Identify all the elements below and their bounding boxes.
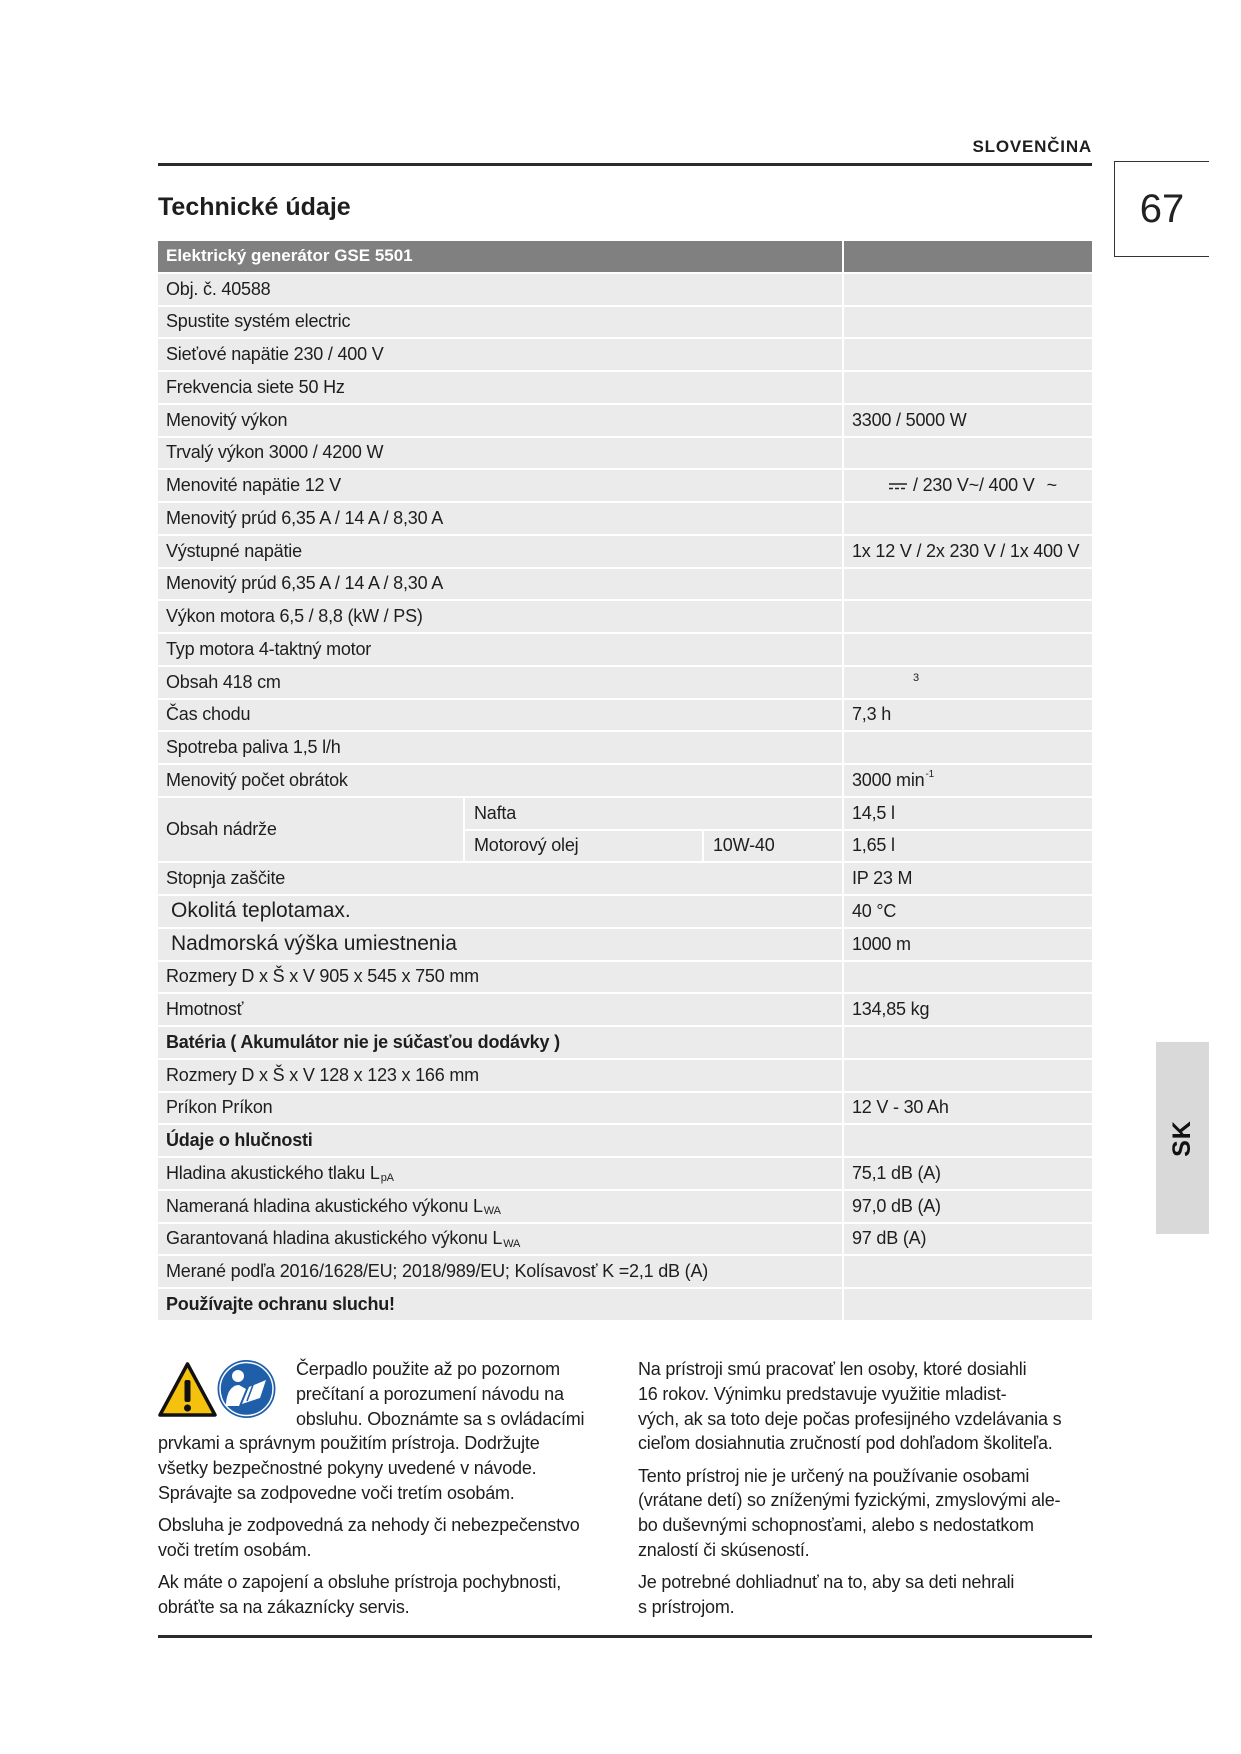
table-value (844, 962, 1092, 993)
side-tab-label: SK (1167, 1119, 1196, 1157)
table-row (158, 667, 1092, 698)
safety-icons-graphic (158, 1359, 276, 1421)
table-value (844, 1289, 1092, 1320)
table-row (158, 1158, 1092, 1189)
table-label: Typ motora 4-taktný motor (158, 634, 842, 665)
noise-label: Hladina akustického tlaku L (166, 1162, 380, 1183)
tank-oil-label: Motorový olej (465, 831, 702, 862)
table-value (844, 601, 1092, 632)
noise-subscript: WA (503, 1237, 521, 1250)
table-row (158, 634, 1092, 665)
note-line: voči tretím osobám. (158, 1540, 312, 1561)
noise-label: Nameraná hladina akustického výkonu L (166, 1195, 483, 1216)
table-label: Príkon Príkon (158, 1093, 842, 1124)
note-line: Je potrebné dohliadnuť na to, aby sa deti nehrali (638, 1572, 1015, 1593)
bottom-rule (158, 1635, 1092, 1638)
table-row (158, 307, 1092, 338)
table-label: Sieťové napätie 230 / 400 V (158, 339, 842, 370)
table-value: 134,85 kg (844, 994, 1092, 1025)
note-paragraph (638, 1357, 1092, 1456)
table-value: 97,0 dB (A) (844, 1191, 1092, 1222)
voltage-value: / 230 V~/ 400 V (913, 475, 1035, 496)
table-value: 12 V - 30 Ah (844, 1093, 1092, 1124)
table-label: Okolitá teplotamax. (158, 896, 842, 927)
tank-capacity-group (158, 798, 1092, 862)
tank-contents (465, 798, 842, 862)
table-row (158, 896, 1092, 927)
page-title: Technické údaje (158, 193, 351, 221)
cubic-superscript: 3 (913, 672, 919, 685)
table-value (844, 1060, 1092, 1091)
note-line: obráťte sa na zákaznícky servis. (158, 1597, 410, 1618)
spec-table (158, 241, 1092, 1322)
note-line: 16 rokov. Výnimku predstavuje využitie mladist- (638, 1383, 1007, 1404)
page-number: 67 (1139, 187, 1185, 231)
note-line: s prístrojom. (638, 1597, 735, 1618)
table-row (158, 339, 1092, 370)
tank-oil-value: 1,65 l (844, 831, 1092, 862)
table-section-row (158, 1027, 1092, 1058)
note-line: cieľom dosiahnutia zručností pod dohľadom školiteľa. (638, 1433, 1053, 1454)
warning-icon (160, 1364, 215, 1415)
table-row (158, 962, 1092, 993)
table-value (844, 634, 1092, 665)
table-label: Rozmery D x Š x V 905 x 545 x 750 mm (158, 962, 842, 993)
table-label (158, 1224, 842, 1255)
note-paragraph (638, 1464, 1092, 1563)
table-label: Menovité napätie 12 V (158, 470, 842, 501)
note-paragraph (158, 1570, 620, 1620)
table-value: 1000 m (844, 929, 1092, 960)
table-header-label: Elektrický generátor GSE 5501 (158, 241, 842, 272)
top-rule (158, 163, 1092, 166)
table-section-heading: Batéria ( Akumulátor nie je súčasťou dodávky ) (158, 1027, 842, 1058)
tank-label: Obsah nádrže (158, 798, 463, 862)
note-line: všetky bezpečnostné pokyny uvedené v návode. (158, 1458, 537, 1479)
table-value (844, 307, 1092, 338)
table-label: Merané podľa 2016/1628/EU; 2018/989/EU; Kolísavosť K =2,1 dB (A) (158, 1256, 842, 1287)
table-header-row (158, 241, 1092, 272)
table-header-value-cell (844, 241, 1092, 272)
table-value (844, 339, 1092, 370)
table-row (158, 470, 1092, 501)
table-label: Menovitý počet obrátok (158, 765, 842, 796)
table-row (158, 405, 1092, 436)
note-line: prečítaní a porozumení návodu na (296, 1383, 564, 1404)
safety-notes-right (638, 1357, 1092, 1620)
table-value: IP 23 M (844, 863, 1092, 894)
table-row (158, 601, 1092, 632)
table-label: Frekvencia siete 50 Hz (158, 372, 842, 403)
tank-oil-row (465, 831, 842, 862)
table-value (844, 1256, 1092, 1287)
table-row (158, 1289, 1092, 1320)
page-number-box (1114, 161, 1209, 257)
table-value: 7,3 h (844, 700, 1092, 731)
table-label: Stopnja zaščite (158, 863, 842, 894)
table-row (158, 1060, 1092, 1091)
table-value (844, 470, 1092, 501)
table-row (158, 929, 1092, 960)
table-value (844, 667, 1092, 698)
noise-label: Garantovaná hladina akustického výkonu L (166, 1228, 503, 1249)
table-row (158, 700, 1092, 731)
note-line: znalostí či skúseností. (638, 1540, 810, 1561)
table-row (158, 274, 1092, 305)
noise-subscript: WA (483, 1205, 501, 1218)
note-line: Čerpadlo použite až po pozornom (296, 1359, 560, 1379)
section-language-label: SLOVENČINA (972, 137, 1092, 156)
table-row (158, 569, 1092, 600)
table-value (844, 503, 1092, 534)
table-label (158, 1191, 842, 1222)
table-value (844, 1125, 1092, 1156)
note-line: prvkami a správnym použitím prístroja. Dodržujte (158, 1433, 540, 1454)
tank-oil-grade: 10W-40 (704, 831, 842, 862)
table-label: Obsah 418 cm (158, 667, 842, 698)
read-manual-icon (218, 1360, 276, 1418)
note-paragraph (638, 1570, 1092, 1620)
table-value (844, 765, 1092, 796)
table-label: Čas chodu (158, 700, 842, 731)
note-line: vých, ak sa toto deje počas profesijného vzdelávania s (638, 1408, 1062, 1429)
table-label: Výstupné napätie (158, 536, 842, 567)
table-label: Rozmery D x Š x V 128 x 123 x 166 mm (158, 1060, 842, 1091)
table-label: Nadmorská výška umiestnenia (158, 929, 842, 960)
tank-values (844, 798, 1092, 862)
table-row (158, 438, 1092, 469)
note-paragraph (158, 1357, 620, 1506)
note-line: Správajte sa zodpovedne voči tretím osobám. (158, 1482, 515, 1503)
safety-icons (158, 1357, 296, 1431)
table-label: Trvalý výkon 3000 / 4200 W (158, 438, 842, 469)
table-label (158, 1158, 842, 1189)
safety-notes-left (158, 1357, 620, 1620)
table-value: 40 °C (844, 896, 1092, 927)
note-line: obsluhu. Oboznámte sa s ovládacími (296, 1408, 585, 1429)
table-label: Menovitý prúd 6,35 A / 14 A / 8,30 A (158, 569, 842, 600)
table-row (158, 503, 1092, 534)
note-line: Na prístroji smú pracovať len osoby, ktoré dosiahli (638, 1359, 1027, 1379)
table-row (158, 732, 1092, 763)
noise-subscript: pA (380, 1172, 394, 1185)
rpm-superscript: -1 (925, 768, 934, 780)
tank-fuel-label: Nafta (465, 798, 842, 829)
dc-current-icon (889, 481, 907, 491)
note-line: Obsluha je zodpovedná za nehody či nebezpečenstvo (158, 1515, 580, 1536)
table-label: Spustite systém electric (158, 307, 842, 338)
note-line: Ak máte o zapojení a obsluhe prístroja pochybnosti, (158, 1572, 562, 1593)
table-label: Hmotnosť (158, 994, 842, 1025)
table-value: 75,1 dB (A) (844, 1158, 1092, 1189)
ac-symbol: ~ (1046, 475, 1057, 496)
table-row (158, 1256, 1092, 1287)
table-row (158, 536, 1092, 567)
table-row (158, 372, 1092, 403)
table-label: Menovitý výkon (158, 405, 842, 436)
table-row (158, 1224, 1092, 1255)
table-section-row (158, 1125, 1092, 1156)
table-value (844, 569, 1092, 600)
table-row (158, 1191, 1092, 1222)
table-row (158, 994, 1092, 1025)
table-value (844, 732, 1092, 763)
note-line: bo duševnými schopnosťami, alebo s nedostatkom (638, 1515, 1034, 1536)
note-paragraph (158, 1513, 620, 1563)
table-value (844, 274, 1092, 305)
table-value: 97 dB (A) (844, 1224, 1092, 1255)
tank-fuel-value: 14,5 l (844, 798, 1092, 829)
table-value (844, 1027, 1092, 1058)
language-side-tab (1156, 1042, 1209, 1234)
table-row (158, 765, 1092, 796)
table-row (158, 863, 1092, 894)
table-value (844, 438, 1092, 469)
table-label: Spotreba paliva 1,5 l/h (158, 732, 842, 763)
hearing-protection-notice: Používajte ochranu sluchu! (158, 1289, 842, 1320)
table-value: 1x 12 V / 2x 230 V / 1x 400 V (844, 536, 1092, 567)
table-label: Menovitý prúd 6,35 A / 14 A / 8,30 A (158, 503, 842, 534)
note-line: Tento prístroj nie je určený na používanie osobami (638, 1465, 1030, 1486)
rpm-value: 3000 min (852, 769, 925, 790)
table-label: Výkon motora 6,5 / 8,8 (kW / PS) (158, 601, 842, 632)
table-section-heading: Údaje o hlučnosti (158, 1125, 842, 1156)
note-line: (vrátane detí) so zníženými fyzickými, zmyslovými ale- (638, 1490, 1061, 1511)
table-value: 3300 / 5000 W (844, 405, 1092, 436)
table-row (158, 1093, 1092, 1124)
table-label: Obj. č. 40588 (158, 274, 842, 305)
table-value (844, 372, 1092, 403)
